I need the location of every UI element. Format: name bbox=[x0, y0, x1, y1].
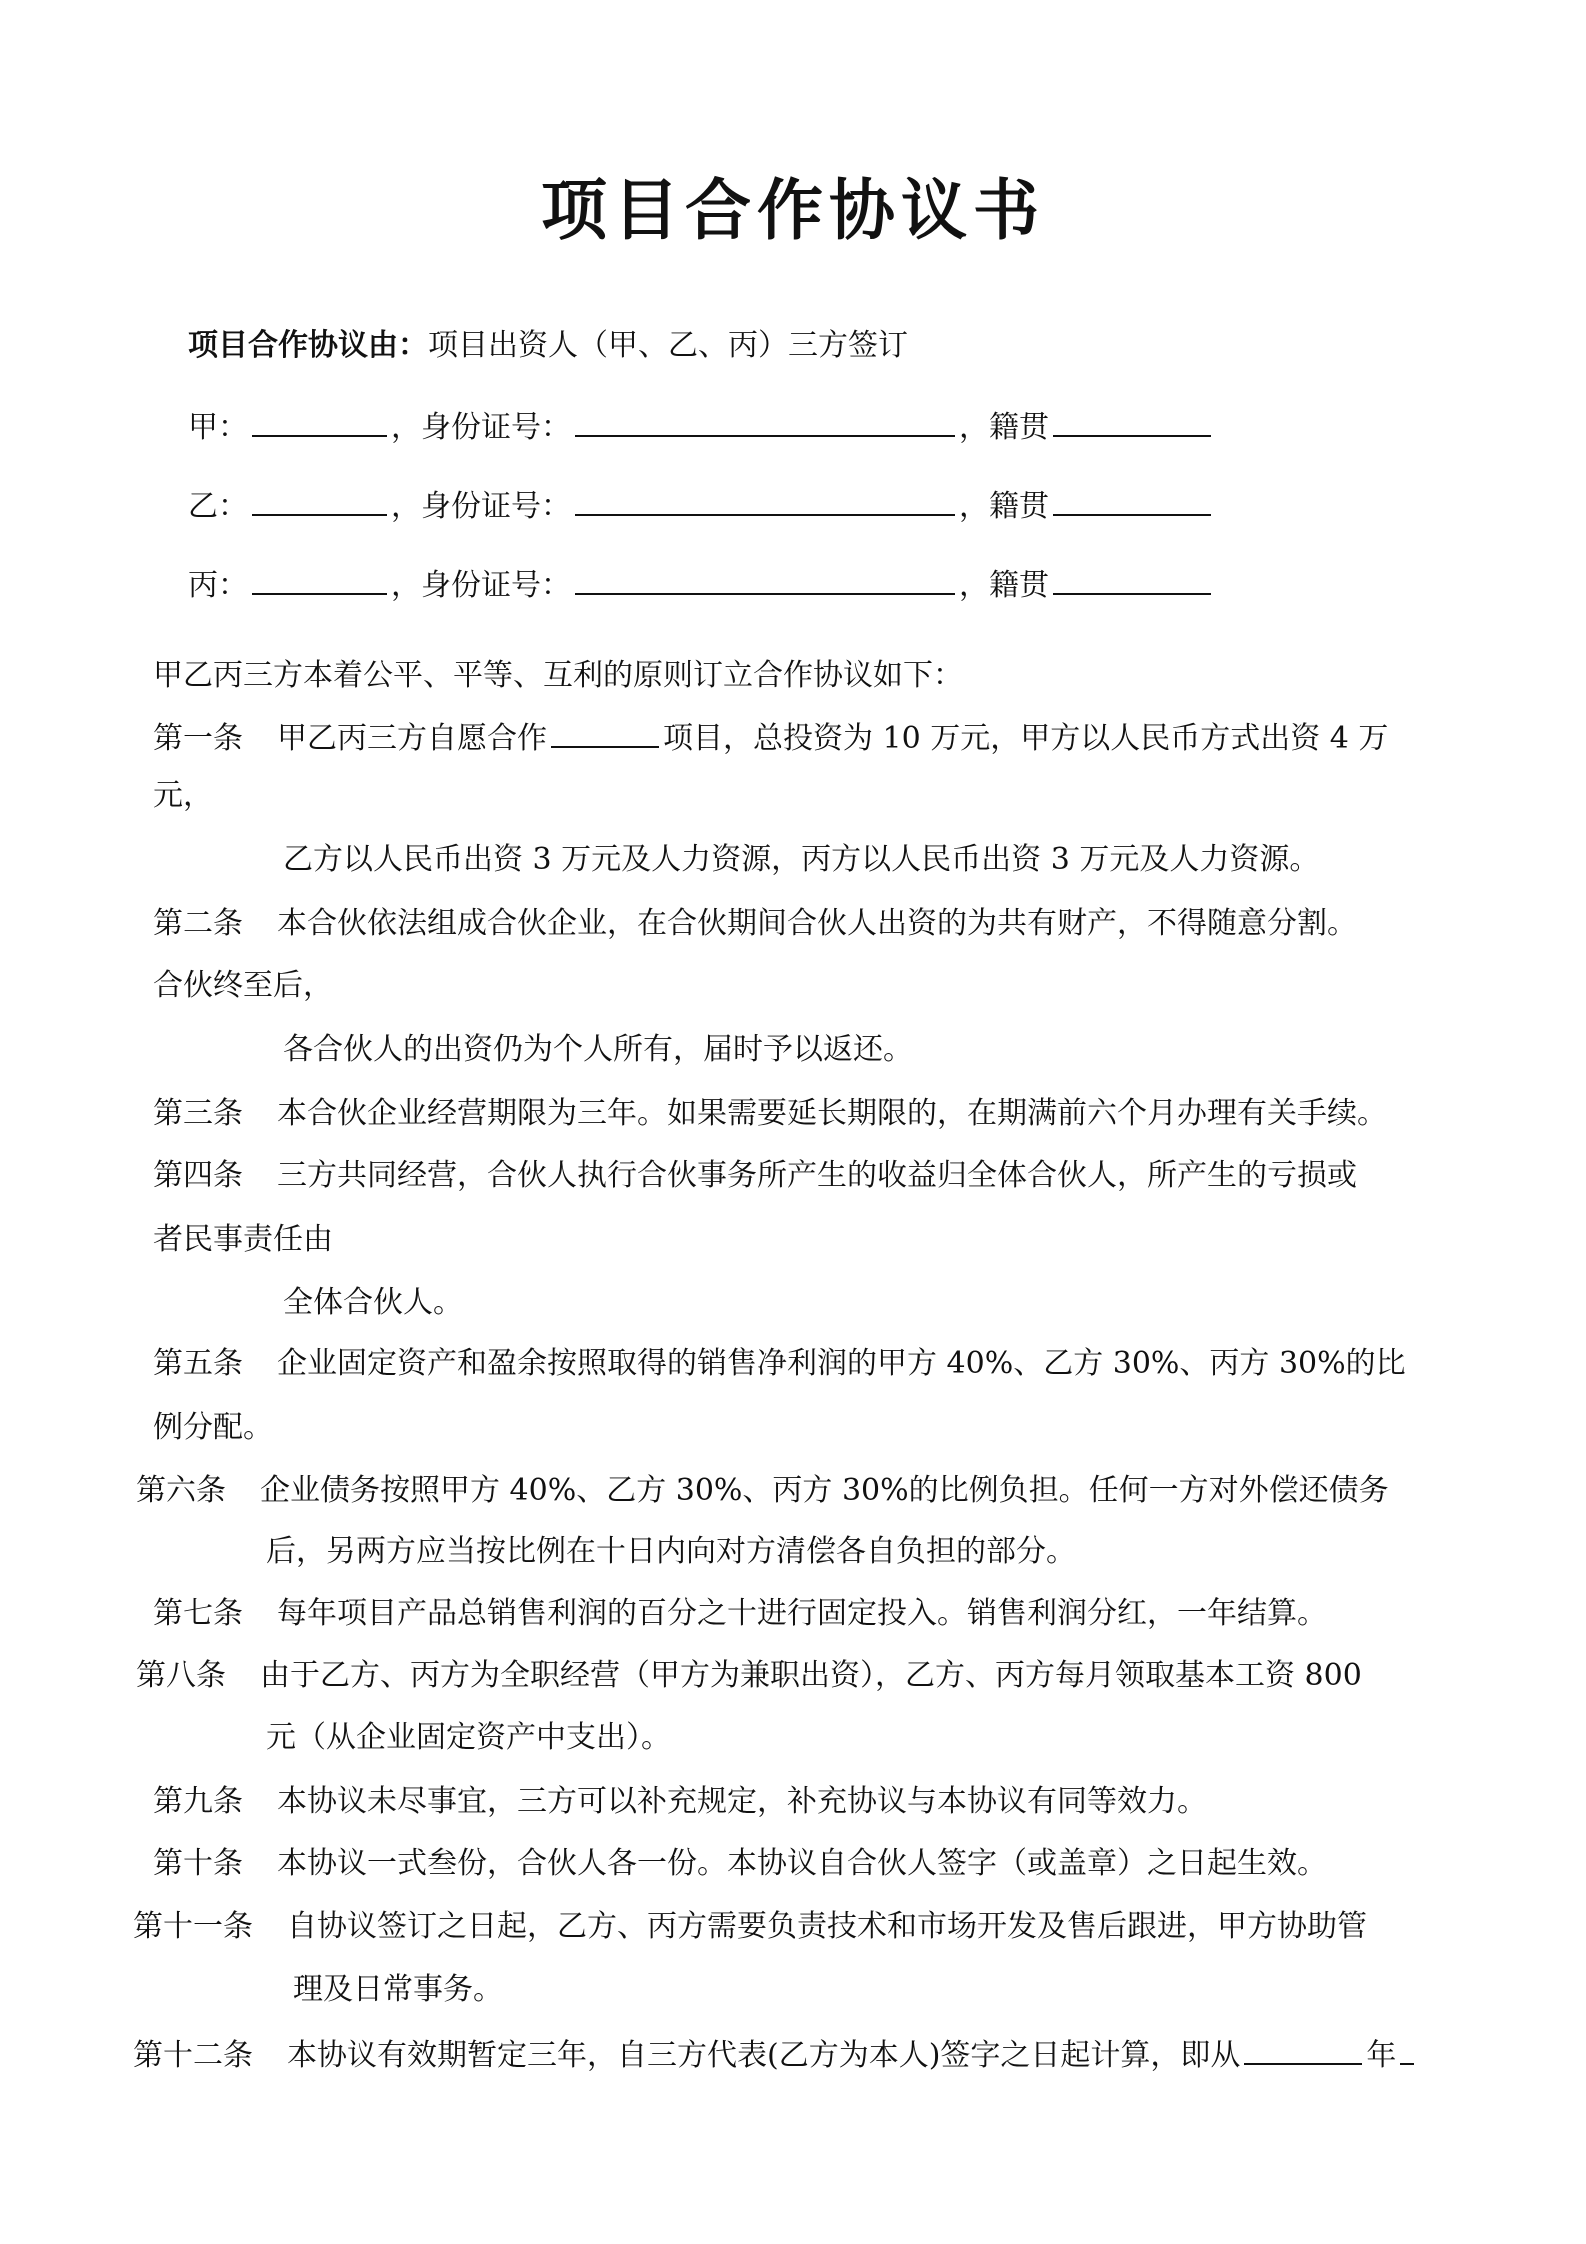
article-label: 第九条 bbox=[153, 1784, 243, 1819]
article-label: 第四条 bbox=[153, 1158, 243, 1193]
article-label: 第十一条 bbox=[133, 1909, 253, 1944]
name-blank bbox=[252, 405, 387, 437]
article-label: 第十条 bbox=[153, 1846, 243, 1881]
article-2-line-2: 合伙终至后， bbox=[153, 968, 333, 1003]
article-1-line-1 bbox=[153, 716, 1388, 759]
origin-label: ，籍贯 bbox=[959, 410, 1049, 445]
article-text: 甲乙丙三方自愿合作 bbox=[277, 721, 547, 756]
article-11-line-2: 理及日常事务。 bbox=[293, 1972, 503, 2007]
origin-label: ，籍贯 bbox=[959, 489, 1049, 524]
article-1-line-3: 乙方以人民币出资 3 万元及人力资源，丙方以人民币出资 3 万元及人力资源。 bbox=[283, 842, 1320, 877]
article-label: 第一条 bbox=[153, 721, 243, 756]
intro-text: 项目出资人（甲、乙、丙）三方签订 bbox=[428, 328, 908, 363]
article-5-line-2: 例分配。 bbox=[153, 1410, 273, 1445]
article-9-line-1 bbox=[153, 1782, 1207, 1822]
article-text: 年 bbox=[1366, 2038, 1397, 2073]
document-title: 项目合作协议书 bbox=[541, 171, 1045, 249]
article-4-line-1 bbox=[153, 1156, 1357, 1196]
article-1-line-2: 元， bbox=[153, 778, 213, 813]
article-5-line-1 bbox=[153, 1344, 1406, 1384]
party-row-jia bbox=[188, 405, 1215, 448]
origin-blank bbox=[1053, 405, 1211, 437]
article-text: 本协议未尽事宜，三方可以补充规定，补充协议与本协议有同等效力。 bbox=[277, 1784, 1207, 1819]
article-text: 企业债务按照甲方 40%、乙方 30%、丙方 30%的比例负担。任何一方对外偿还债务 bbox=[260, 1473, 1389, 1508]
origin-blank bbox=[1053, 563, 1211, 595]
article-10-line-1 bbox=[153, 1844, 1327, 1884]
article-text: 每年项目产品总销售利润的百分之十进行固定投入。销售利润分红，一年结算。 bbox=[277, 1596, 1327, 1631]
article-6-line-1 bbox=[136, 1471, 1389, 1511]
article-text: 由于乙方、丙方为全职经营（甲方为兼职出资），乙方、丙方每月领取基本工资 800 bbox=[260, 1658, 1362, 1693]
id-blank bbox=[575, 484, 955, 516]
origin-label: ，籍贯 bbox=[959, 568, 1049, 603]
name-blank bbox=[252, 484, 387, 516]
article-text: 项目，总投资为 10 万元，甲方以人民币方式出资 4 万 bbox=[663, 721, 1389, 756]
id-blank bbox=[575, 405, 955, 437]
article-text: 企业固定资产和盈余按照取得的销售净利润的甲方 40%、乙方 30%、丙方 30%的比 bbox=[277, 1346, 1406, 1381]
article-4-line-3: 全体合伙人。 bbox=[283, 1285, 463, 1320]
article-12-line-1 bbox=[133, 2033, 1418, 2076]
article-8-line-1 bbox=[136, 1656, 1362, 1696]
article-text: 本协议一式叁份，合伙人各一份。本协议自合伙人签字（或盖章）之日起生效。 bbox=[277, 1846, 1327, 1881]
article-text: 本合伙依法组成合伙企业，在合伙期间合伙人出资的为共有财产，不得随意分割。 bbox=[277, 906, 1357, 941]
article-text: 自协议签订之日起，乙方、丙方需要负责技术和市场开发及售后跟进，甲方协助管 bbox=[287, 1909, 1367, 1944]
article-label: 第八条 bbox=[136, 1658, 226, 1693]
article-label: 第三条 bbox=[153, 1096, 243, 1131]
article-label: 第十二条 bbox=[133, 2038, 253, 2073]
party-name: 丙： bbox=[188, 568, 248, 603]
intro-line bbox=[188, 326, 908, 366]
article-2-line-3: 各合伙人的出资仍为个人所有，届时予以返还。 bbox=[283, 1032, 913, 1067]
article-6-line-2: 后，另两方应当按比例在十日内向对方清偿各自负担的部分。 bbox=[266, 1534, 1076, 1569]
name-blank bbox=[252, 563, 387, 595]
article-label: 第二条 bbox=[153, 906, 243, 941]
id-label: ，身份证号： bbox=[391, 568, 571, 603]
article-11-line-1 bbox=[133, 1907, 1367, 1947]
article-3-line-1 bbox=[153, 1094, 1387, 1134]
party-name: 乙： bbox=[188, 489, 248, 524]
project-blank bbox=[551, 716, 659, 748]
article-4-line-2: 者民事责任由 bbox=[153, 1222, 333, 1257]
article-label: 第七条 bbox=[153, 1596, 243, 1631]
article-label: 第六条 bbox=[136, 1473, 226, 1508]
month-blank bbox=[1400, 2033, 1414, 2065]
intro-label: 项目合作协议由： bbox=[188, 328, 428, 363]
article-2-line-1 bbox=[153, 904, 1357, 944]
party-row-yi bbox=[188, 484, 1215, 527]
preamble: 甲乙丙三方本着公平、平等、互利的原则订立合作协议如下： bbox=[153, 658, 963, 693]
article-text: 三方共同经营，合伙人执行合伙事务所产生的收益归全体合伙人，所产生的亏损或 bbox=[277, 1158, 1357, 1193]
id-blank bbox=[575, 563, 955, 595]
article-label: 第五条 bbox=[153, 1346, 243, 1381]
id-label: ，身份证号： bbox=[391, 410, 571, 445]
origin-blank bbox=[1053, 484, 1211, 516]
party-name: 甲： bbox=[188, 410, 248, 445]
id-label: ，身份证号： bbox=[391, 489, 571, 524]
article-text: 本协议有效期暂定三年，自三方代表(乙方为本人)签字之日起计算，即从 bbox=[287, 2038, 1241, 2073]
start-year-blank bbox=[1244, 2033, 1362, 2065]
article-7-line-1 bbox=[153, 1594, 1327, 1634]
party-row-bing bbox=[188, 563, 1215, 606]
article-8-line-2: 元（从企业固定资产中支出）。 bbox=[266, 1720, 671, 1755]
article-text: 本合伙企业经营期限为三年。如果需要延长期限的，在期满前六个月办理有关手续。 bbox=[277, 1096, 1387, 1131]
